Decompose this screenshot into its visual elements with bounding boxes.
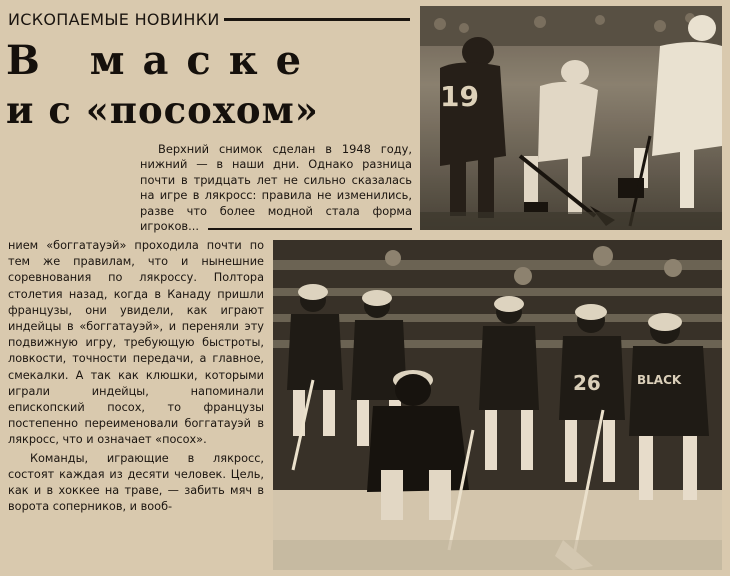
- jersey-number-bottom: 26: [573, 371, 601, 395]
- photo-1948-game: [420, 6, 722, 230]
- lead-paragraph: Верхний снимок сделан в 1948 году, нижний — в наши дни. Однако разница почти в тридцать лет не сильно сказалась на игре в лякросс: правила не изменились, разве что более модной стала форма игроков...: [140, 142, 412, 234]
- photo-modern-team: [273, 240, 722, 570]
- photo-1948-illustration: [420, 6, 722, 230]
- section-divider: [208, 228, 412, 230]
- body-paragraph-1: нием «боггатауэй» проходила почти по тем же правилам, что и нынешние соревнования по лякроссу. Полтора столетия назад, когда в Канаду пришли французы, они увидели, как играют индейцы в «боггатауэй», и переняли эту подвижную игру, требующую быстроты, ловкости, точности передачи, а главное, смекалки. А так как клюшки, которыми играли индейцы, напоминали епископский посох, то французы постепенно переименовали боггатауэй в лякросс, что и означает «посох».: [8, 239, 264, 447]
- headline-line-2: и с «посохом»: [6, 88, 319, 132]
- rubric-rule: [224, 18, 410, 21]
- jersey-number-top: 19: [440, 80, 479, 113]
- article-body: [8, 238, 264, 576]
- headline: [6, 36, 416, 134]
- headline-line-1: В маске: [6, 37, 320, 84]
- body-paragraph-2: Команды, играющие в лякросс, состоят каждая из десяти человек. Цель, как и в хоккее на траве, — забить мяч в ворота соперников, и вооб-: [8, 451, 264, 514]
- photo-modern-illustration: [273, 240, 722, 570]
- jersey-team-text: BLACK: [637, 373, 682, 387]
- rubric-header: [8, 8, 410, 30]
- rubric-title: ИСКОПАЕМЫЕ НОВИНКИ: [8, 9, 220, 29]
